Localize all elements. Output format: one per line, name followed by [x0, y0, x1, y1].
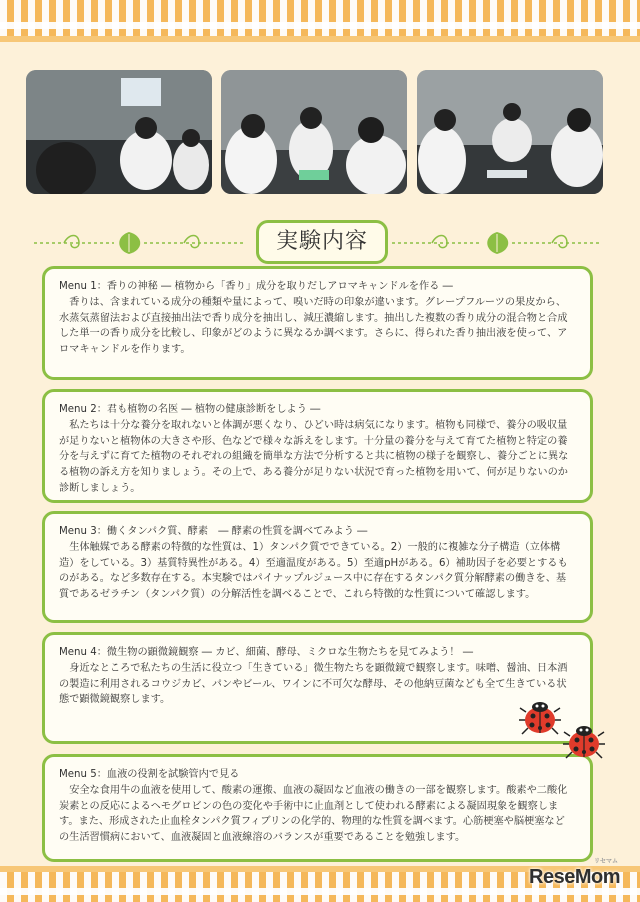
section-title: 実験内容	[256, 220, 388, 264]
vine-leaf-ornament-right	[392, 230, 602, 256]
menu-3-card	[42, 511, 593, 623]
menu-2-card	[42, 389, 593, 503]
lab-photo-1	[26, 70, 212, 194]
lab-photo-3	[417, 70, 603, 194]
top-pattern-band	[0, 0, 640, 36]
menu-3-body: 生体触媒である酵素の特徴的な性質は、1）タンパク質でできている。2）一般的に複雑な分子構造（立体構造）をしている。3）基質特異性がある。4）至適温度がある。5）至適pHがある。6）補助因子を必要とするものがある。など多数存在する。本実験ではパイナップルジュース中に存在するタンパク質分解酵素の働きを、基質であるゼラチン（タンパク質）の分解活性を調べることで、これら特徴的な性質について確認します。	[59, 541, 568, 601]
menu-2-body: 私たちは十分な養分を取れないと体調が悪くなり、ひどい時は病気になります。植物も同様で、養分の吸収量が足りないと植物体の大きさや形、色などで様々な訴えをします。十分量の養分を与えて育てた植物と特定の養分を与えずに育てた植物のそれぞれの組織を簡単な方法で分析すると共に植物の様子を観察し、養分ごとに異なる植物の訴え方を知りましょう。その上で、ある養分が足りない状況で育った植物を用いて、何が足りないのか診断しましょう。	[59, 419, 569, 494]
ladybug-icon	[562, 722, 606, 762]
menu-4-card	[42, 632, 593, 744]
section-heading-row	[0, 220, 640, 264]
menu-1-card	[42, 266, 593, 380]
watermark-sub: リセマム	[594, 859, 618, 865]
menu-1-body: 香りは、含まれている成分の種類や量によって、嗅いだ時の印象が違います。グレープフルーツの果皮から、水蒸気蒸留法および直接抽出法で香り成分を抽出し、減圧濃縮します。抽出した複数の香り成分の混合物と合成した単一の香り成分を比較し、印象がどのように異なるか調べます。さらに、得られた香り抽出液を使って、アロマキャンドルを作ります。	[59, 296, 568, 356]
resemom-watermark	[529, 859, 620, 889]
menu-2-title: Menu 2：君も植物の名医 ― 植物の健康診断をしよう ―	[59, 404, 321, 415]
menu-3-title: Menu 3：働くタンパク質、酵素 ― 酵素の性質を調べてみよう ―	[59, 526, 368, 537]
menu-5-body: 安全な食用牛の血液を使用して、酸素の運搬、血液の凝固など血液の働きの一部を観察します。酸素や二酸化炭素との反応によるヘモグロビンの色の変化や手術中に止血剤として使われる酵素による凝固現象を観察します。また、形成された止血栓タンパク質フィブリンの化学的、物理的な性質を調べます。心筋梗塞や脳梗塞などの生活習慣病において、血液凝固と血液線溶のバランスが重要であることを勉強します。	[59, 784, 568, 844]
menu-1-title: Menu 1：香りの神秘 ― 植物から「香り」成分を取りだしアロマキャンドルを作る ―	[59, 281, 453, 292]
menu-4-title: Menu 4：微生物の顕微鏡観察 ― カビ、細菌、酵母、ミクロな生物たちを見てみよう！ ―	[59, 647, 474, 658]
lab-photo-2	[221, 70, 407, 194]
ladybug-icon	[518, 698, 562, 738]
top-band-edge	[0, 36, 640, 42]
menu-4-body: 身近なところで私たちの生活に役立つ「生きている」微生物たちを顕微鏡で観察します。味噌、醤油、日本酒の製造に利用されるコウジカビ、パンやビール、ワインに不可欠な酵母、その他納豆菌なども全て生きている状態で顕微鏡観察します。	[59, 662, 568, 706]
watermark-text: ReseMom	[529, 866, 620, 888]
menu-5-card	[42, 754, 593, 862]
vine-leaf-ornament-left	[34, 230, 244, 256]
menu-5-title: Menu 5：血液の役割を試験管内で見る	[59, 769, 240, 780]
